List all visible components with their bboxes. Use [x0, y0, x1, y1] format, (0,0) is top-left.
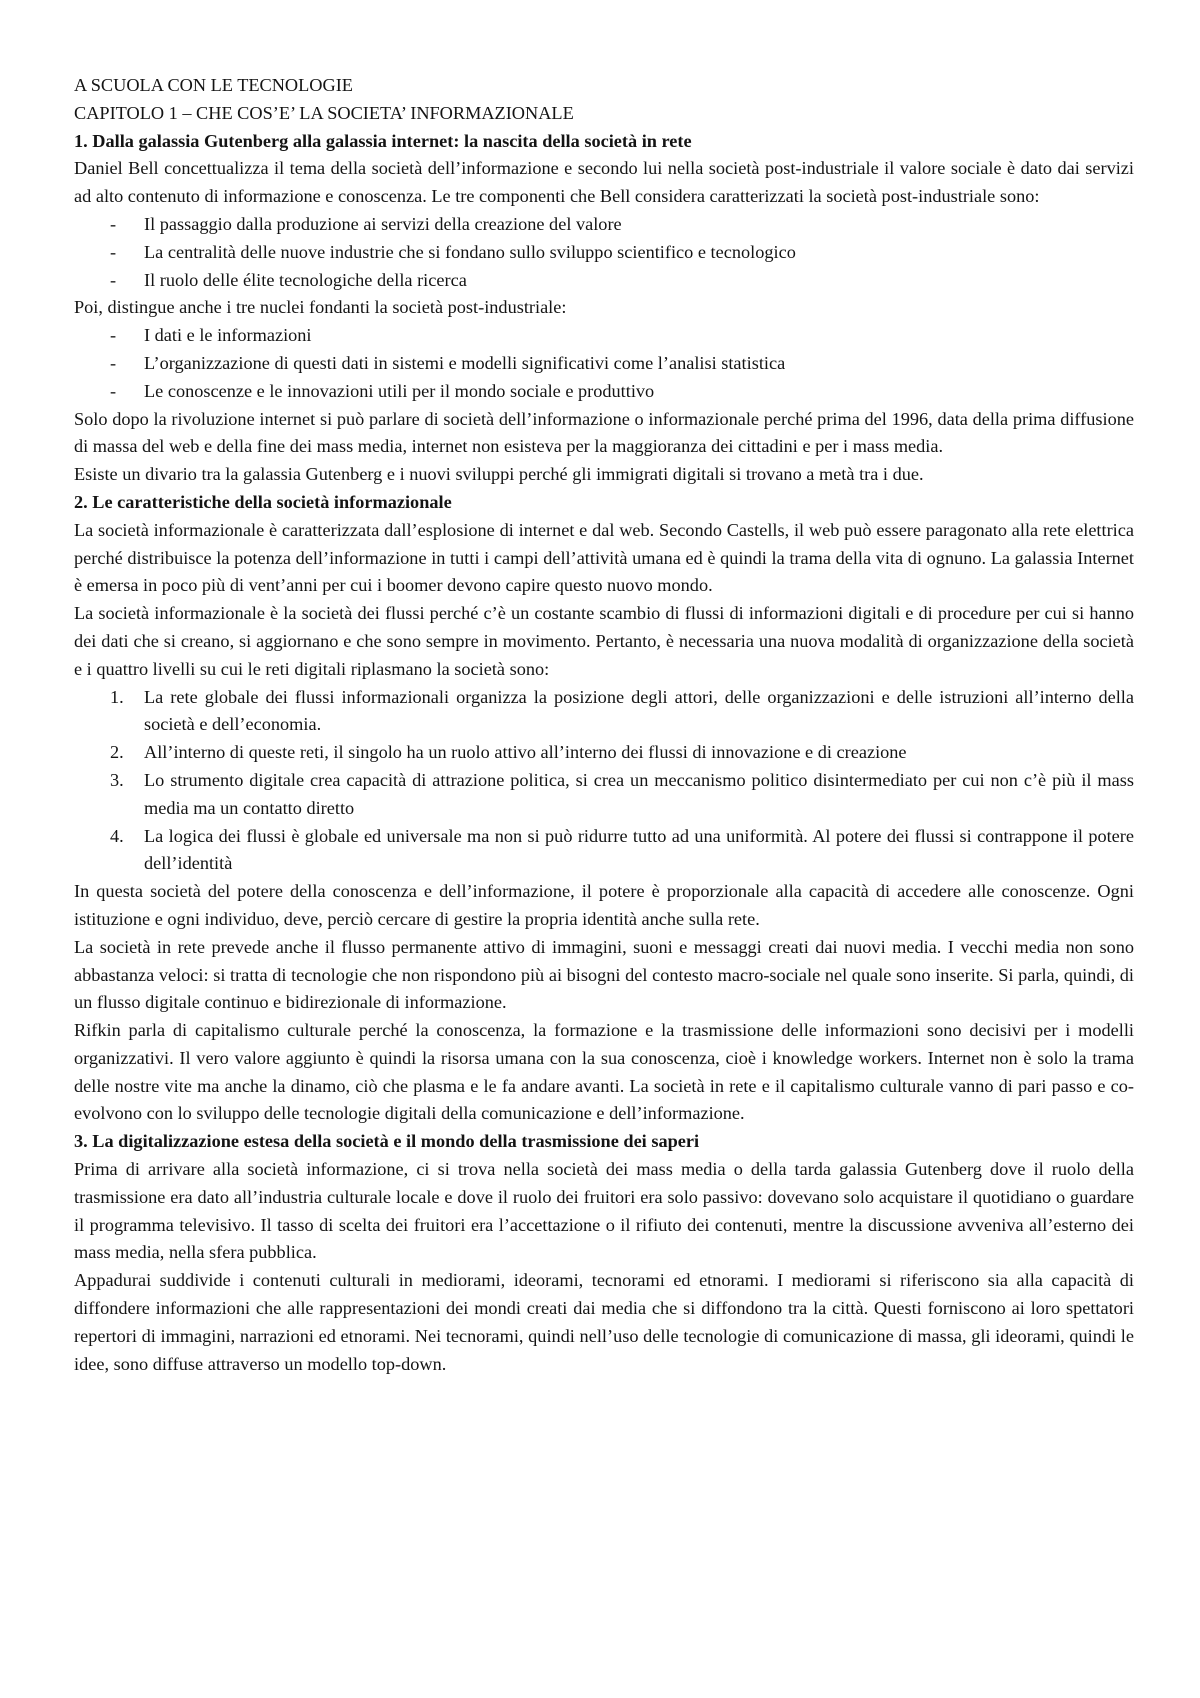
list-item: - I dati e le informazioni [74, 322, 1134, 350]
numbered-list-levels [74, 684, 1134, 879]
paragraph: La società informazionale è caratterizzata dall’esplosione di internet e dal web. Secondo Castells, il web può essere paragonato alla rete elettrica perché distribuisce la potenza dell’informazione in tutti i campi dell’attività umana ed è quindi la trama della vita di ognuno. La galassia Internet è emersa in poco più di vent’anni per cui i boomer devono capire questo nuovo mondo. [74, 519, 1134, 596]
paragraph: Appadurai suddivide i contenuti culturali in mediorami, ideorami, tecnorami ed etnorami. I mediorami si riferiscono sia alla capacità di diffondere informazioni che alle rappresentazioni dei mondi creati dai media che si diffondono tra la città. Questi forniscono ai loro spettatori repertori di immagini, narrazioni ed etnorami. Nei tecnorami, quindi nell’uso delle tecnologie di comunicazione di massa, gli ideorami, quindi le idee, sono diffuse attraverso un modello top-down. [74, 1270, 1134, 1374]
paragraph: Poi, distingue anche i tre nuclei fondanti la società post-industriale: [74, 297, 567, 318]
list-item: 3. Lo strumento digitale crea capacità di attrazione politica, si crea un meccanismo politico disintermediato per cui non c’è più il mass media ma un contatto diretto [74, 767, 1134, 823]
document-page [74, 72, 1134, 1378]
list-item: 4. La logica dei flussi è globale ed universale ma non si può ridurre tutto ad una uniformità. Al potere dei flussi si contrappone il potere dell’identità [74, 823, 1134, 879]
dash-bullet: - [110, 269, 117, 290]
list-item: - La centralità delle nuove industrie che si fondano sullo sviluppo scientifico e tecnologico [74, 239, 1134, 267]
list-item: - Il ruolo delle élite tecnologiche della ricerca [74, 267, 1134, 295]
paragraph: Solo dopo la rivoluzione internet si può parlare di società dell’informazione o informazionale perché prima del 1996, data della prima diffusione di massa del web e della fine dei mass media, internet non esisteva per la maggioranza dei cittadini e per i mass media. [74, 408, 1134, 457]
document-title: A SCUOLA CON LE TECNOLOGIE [74, 75, 353, 95]
section-2-heading: 2. Le caratteristiche della società informazionale [74, 491, 452, 512]
paragraph: La società informazionale è la società dei flussi perché c’è un costante scambio di flussi di informazioni digitali e di procedure per cui si hanno dei dati che si creano, si aggiornano e che sono sempre in movimento. Pertanto, è necessaria una nuova modalità di organizzazione della società e i quattro livelli su cui le reti digitali riplasmano la società sono: [74, 603, 1134, 679]
paragraph: Prima di arrivare alla società informazione, ci si trova nella società dei mass media o della tarda galassia Gutenberg dove il ruolo della trasmissione era dato all’industria culturale locale e dove il ruolo dei fruitori era solo passivo: dovevano solo acquistare il quotidiano o guardare il programma televisivo. Il tasso di scelta dei fruitori era l’accettazione o il rifiuto dei contenuti, mentre la discussione avveniva all’esterno dei mass media, nella sfera pubblica. [74, 1159, 1134, 1263]
paragraph: In questa società del potere della conoscenza e dell’informazione, il potere è proporzionale alla capacità di accedere alle conoscenze. Ogni istituzione e ogni individuo, deve, perciò cercare di gestire la propria identità anche sulla rete. [74, 881, 1134, 929]
paragraph: La società in rete prevede anche il flusso permanente attivo di immagini, suoni e messaggi creati dai nuovi media. I vecchi media non sono abbastanza veloci: si tratta di tecnologie che non rispondono più ai bisogni del contesto macro-sociale nel quale sono inserite. Si parla, quindi, di un flusso digitale continuo e bidirezionale di informazione. [74, 936, 1134, 1013]
section-3-heading: 3. La digitalizzazione estesa della società e il mondo della trasmissione dei saperi [74, 1131, 700, 1152]
list-item: - Le conoscenze e le innovazioni utili per il mondo sociale e produttivo [74, 378, 1134, 406]
section-1-heading: 1. Dalla galassia Gutenberg alla galassia internet: la nascita della società in rete [74, 130, 692, 151]
list-item: - Il passaggio dalla produzione ai servizi della creazione del valore [74, 211, 1134, 239]
list-number: 1. [110, 686, 124, 707]
bullet-list-nuclei [74, 322, 1134, 405]
list-item: 1. La rete globale dei flussi informazionali organizza la posizione degli attori, delle organizzazioni e delle istruzioni all’interno della società e dell’economia. [74, 684, 1134, 740]
bullet-list-components [74, 211, 1134, 294]
dash-bullet: - [110, 325, 117, 346]
paragraph: Rifkin parla di capitalismo culturale perché la conoscenza, la formazione e la trasmissione delle informazioni sono decisivi per i modelli organizzativi. Il vero valore aggiunto è quindi la risorsa umana con la sua conoscenza, cioè i knowledge workers. Internet non è solo la trama delle nostre vite ma anche la dinamo, ciò che plasma e le fa andare avanti. La società in rete e il capitalismo culturale vanno di pari passo e co-evolvono con lo sviluppo delle tecnologie digitali della comunicazione e dell’informazione. [74, 1020, 1134, 1124]
list-item: - L’organizzazione di questi dati in sistemi e modelli significativi come l’analisi statistica [74, 350, 1134, 378]
section-3 [74, 1128, 1134, 1378]
section-1 [74, 128, 1134, 489]
paragraph: Daniel Bell concettualizza il tema della società dell’informazione e secondo lui nella società post-industriale il valore sociale è dato dai servizi ad alto contenuto di informazione e conoscenza. Le tre componenti che Bell considera caratterizzati la società post-industriale sono: [74, 158, 1134, 207]
dash-bullet: - [110, 241, 117, 262]
list-number: 4. [110, 825, 124, 846]
section-2 [74, 489, 1134, 1128]
dash-bullet: - [110, 352, 117, 373]
dash-bullet: - [110, 380, 117, 401]
chapter-title: CAPITOLO 1 – CHE COS’E’ LA SOCIETA’ INFORMAZIONALE [74, 102, 574, 123]
dash-bullet: - [110, 213, 117, 234]
list-number: 2. [110, 742, 124, 763]
paragraph: Esiste un divario tra la galassia Gutenberg e i nuovi sviluppi perché gli immigrati digitali si trovano a metà tra i due. [74, 464, 924, 485]
list-number: 3. [110, 769, 124, 790]
list-item: 2. All’interno di queste reti, il singolo ha un ruolo attivo all’interno dei flussi di innovazione e di creazione [74, 739, 1134, 767]
